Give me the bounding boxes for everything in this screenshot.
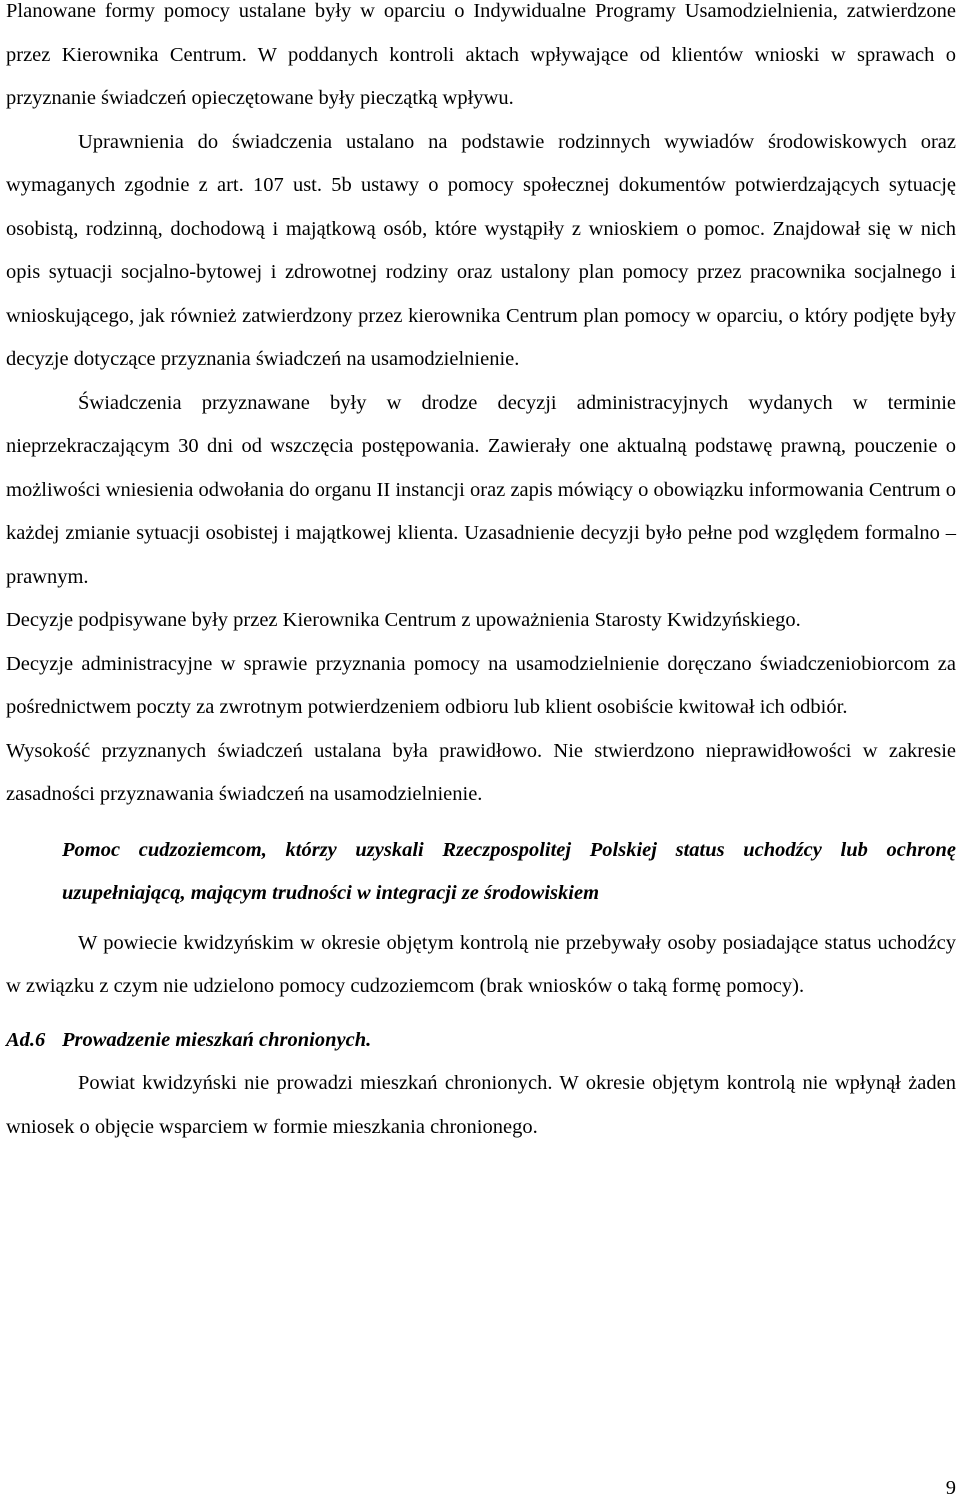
paragraph-administrative-decisions: Świadczenia przyznawane były w drodze decyzji administracyjnych wydanych w terminie nieprzekraczającym 30 dni od wszczęcia postępowania. Zawierały one aktualną podstawę prawną, pouczenie o możliwości wniesienia odwołania do organu II instancji oraz zapis mówiący o obowiązku informowania Centrum o każdej zmianie sytuacji osobistej i majątkowej klienta. Uzasadnienie decyzji było pełne pod względem formalno – prawnym. — [6, 391, 956, 588]
section-6-heading — [6, 1019, 956, 1063]
paragraph-benefit-amount: Wysokość przyznanych świadczeń ustalana była prawidłowo. Nie stwierdzono nieprawidłowości w zakresie zasadności przyznawania świadczeń na usamodzielnienie. — [6, 739, 956, 805]
paragraph-entitlement-basis: Uprawnienia do świadczenia ustalano na podstawie rodzinnych wywiadów środowiskowych oraz wymaganych zgodnie z art. 107 ust. 5b ustawy o pomocy społecznej dokumentów potwierdzających sytuację osobistą, rodzinną, dochodową i majątkową osób, które wystąpiły z wnioskiem o pomoc. Znajdował się w nich opis sytuacji socjalno-bytowej i zdrowotnej rodziny oraz ustalony plan pomocy przez pracownika socjalnego i wnioskującego, jak również zatwierdzony przez kierownika Centrum plan pomocy w oparciu, o który podjęte były decyzje dotyczące przyznania świadczeń na usamodzielnienie. — [6, 130, 956, 370]
section-6-title: Prowadzenie mieszkań chronionych. — [62, 1028, 372, 1051]
paragraph-decision-delivery: Decyzje administracyjne w sprawie przyznania pomocy na usamodzielnienie doręczano świadczeniobiorcom za pośrednictwem poczty za zwrotnym potwierdzeniem odbioru lub klient osobiście kwitował ich odbiór. — [6, 652, 956, 718]
section-5-title: Pomoc cudzoziemcom, którzy uzyskali Rzeczpospolitej Polskiej status uchodźcy lub ochronę uzupełniającą, mającym trudności w integracji ze środowiskiem — [62, 838, 956, 904]
paragraph-decision-signing: Decyzje podpisywane były przez Kierownika Centrum z upoważnienia Starosty Kwidzyńskiego. — [6, 609, 801, 631]
section-5-text: W powiecie kwidzyńskim w okresie objętym kontrolą nie przebywały osoby posiadające status uchodźcy w związku z czym nie udzielono pomocy cudzoziemcom (brak wniosków o taką formę pomocy). — [6, 931, 956, 997]
section-6-number: Ad.6 — [6, 1028, 46, 1051]
paragraph-ipu-plans: Planowane formy pomocy ustalane były w oparciu o Indywidualne Programy Usamodzielnienia, zatwierdzone przez Kierownika Centrum. W poddanych kontroli aktach wpływające od klientów wnioski w sprawach o przyznanie świadczeń opieczętowane były pieczątką wpływu. — [6, 0, 956, 109]
section-5-heading — [6, 829, 956, 916]
document-page — [6, 0, 956, 1149]
section-6-text: Powiat kwidzyński nie prowadzi mieszkań chronionych. W okresie objętym kontrolą nie wpłynął żaden wniosek o objęcie wsparciem w formie mieszkania chronionego. — [6, 1072, 956, 1138]
section-5-number — [6, 829, 62, 873]
page-number: 9 — [945, 1477, 956, 1499]
